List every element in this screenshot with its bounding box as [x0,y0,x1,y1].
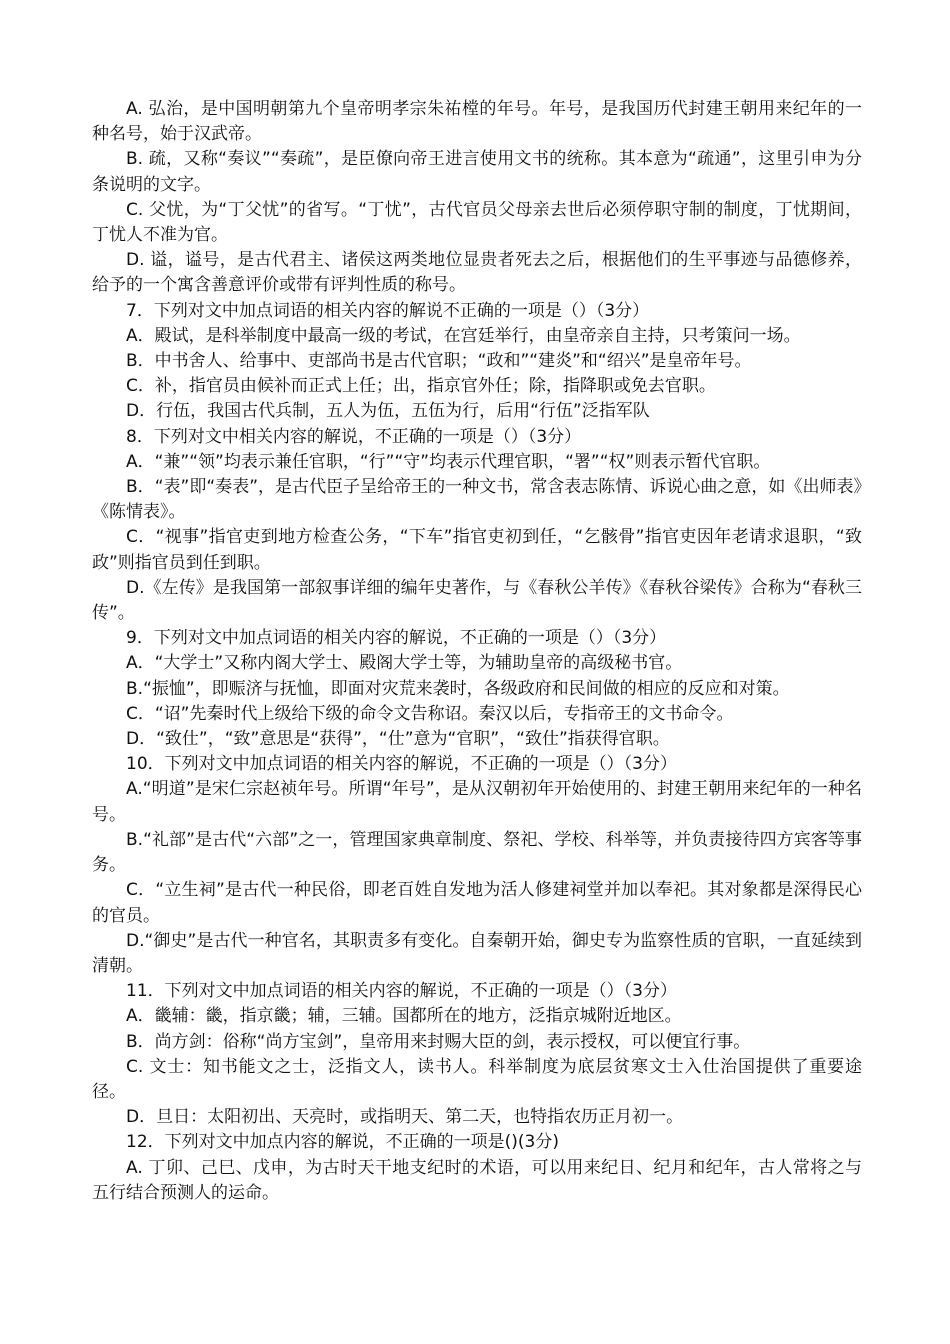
option-a-hongzhi: A. 弘治，是中国明朝第九个皇帝明孝宗朱祐樘的年号。年号，是我国历代封建王朝用来纪年的一种名号，始于汉武帝。 [92,99,862,145]
q11-option-c: C. 文士：知书能文之士，泛指文人，读书人。科举制度为底层贫寒文士入仕治国提供了重要途径。 [92,1056,862,1102]
q7-option-d: D．行伍，我国古代兵制，五人为伍，五伍为行，后用“行伍”泛指军队 [126,401,650,422]
option-c-fuyou: C. 父忧，为“丁父忧”的省写。“丁忧”，古代官员父母亲去世后必须停职守制的制度，丁忧期间，丁忧人不准为官。 [92,199,862,246]
q7-option-a: A．殿试，是科举制度中最高一级的考试，在宫廷举行，由皇帝亲自主持，只考策问一场。 [126,325,801,346]
q9-option-d: D．“致仕”，“致”意思是“获得”，“仕”意为“官职”，“致仕”指获得官职。 [126,729,670,750]
q11-option-b: B．尚方剑：俗称“尚方宝剑”，皇帝用来封赐大臣的剑，表示授权，可以便宜行事。 [126,1031,751,1052]
q10-option-c: C．“立生祠”是古代一种民俗，即老百姓自发地为活人修建祠堂并加以奉祀。其对象都是深得民心的官员。 [92,880,862,926]
q10-option-b: B.“礼部”是古代“六部”之一，管理国家典章制度、祭祀、学校、科举等，并负责接待四方宾客等事务。 [92,829,862,876]
question-8: 8．下列对文中相关内容的解说，不正确的一项是（）（3分） [126,426,582,447]
q8-option-b: B．“表”即“奏表”，是古代臣子呈给帝王的一种文书，常含表志陈情、诉说心曲之意，如《出师表》《陈情表》。 [92,477,862,523]
q9-option-a: A．“大学士”又称内阁大学士、殿阁大学士等，为辅助皇帝的高级秘书官。 [126,653,683,674]
option-b-shu: B. 疏，又称“奏议”“奏疏”，是臣僚向帝王进言使用文书的统称。其本意为“疏通”，这里引申为分条说明的文字。 [92,149,862,195]
q10-option-a: A.“明道”是宋仁宗赵祯年号。所谓“年号”，是从汉朝初年开始使用的、封建王朝用来纪年的一种名号。 [92,779,862,825]
document-page [92,97,862,1206]
q8-option-a: A．“兼”“领”均表示兼任官职，“行”“守”均表示代理官职，“署”“权”则表示暂代官职。 [126,451,771,472]
question-10: 10．下列对文中加点词语的相关内容的解说，不正确的一项是（）（3分） [126,754,677,775]
q8-option-c: C．“视事”指官吏到地方检查公务，“下车”指官吏初到任，“乞骸骨”指官吏因年老请求退职，“致政”则指官员到任到职。 [92,527,862,573]
q9-option-c: C．“诏”先秦时代上级给下级的命令文告称诏。秦汉以后，专指帝王的文书命令。 [126,703,734,724]
q10-option-d: D.“御史”是古代一种官名，其职责多有变化。自秦朝开始，御史专为监察性质的官职，一直延续到清朝。 [92,930,862,976]
q11-option-a: A．畿辅：畿，指京畿；辅，三辅。国都所在的地方，泛指京城附近地区。 [126,1006,682,1027]
option-d-shi: D. 谥，谥号，是古代君主、诸侯这两类地位显贵者死去之后，根据他们的生平事迹与品德修养，给予的一个寓含善意评价或带有评判性质的称号。 [92,250,862,296]
q11-option-d: D．旦日：太阳初出、天亮时，或指明天、第二天，也特指农历正月初一。 [126,1107,684,1128]
question-7: 7．下列对文中加点词语的相关内容的解说不正确的一项是（）（3分） [126,300,650,321]
question-12: 12．下列对文中加点内容的解说，不正确的一项是()(3分) [126,1132,559,1153]
q8-option-d: D.《左传》是我国第一部叙事详细的编年史著作，与《春秋公羊传》《春秋谷梁传》合称为“春秋三传”。 [92,577,862,624]
question-11: 11．下列对文中加点词语的相关内容的解说，不正确的一项是（）（3分） [126,981,677,1002]
q7-option-b: B．中书舍人、给事中、吏部尚书是古代官职；“政和”“建炎”和“绍兴”是皇帝年号。 [126,351,752,372]
q9-option-b: B.“振恤”，即赈济与抚恤，即面对灾荒来袭时，各级政府和民间做的相应的反应和对策。 [126,678,790,699]
question-9: 9．下列对文中加点词语的相关内容的解说，不正确的一项是（）（3分） [126,628,667,649]
q12-option-a: A. 丁卯、己巳、戊申，为古时天干地支纪时的术语，可以用来纪日、纪月和纪年，古人常将之与五行结合预测人的运命。 [92,1157,862,1203]
q7-option-c: C．补，指官员由候补而正式上任；出，指京官外任；除，指降职或免去官职。 [126,376,716,397]
